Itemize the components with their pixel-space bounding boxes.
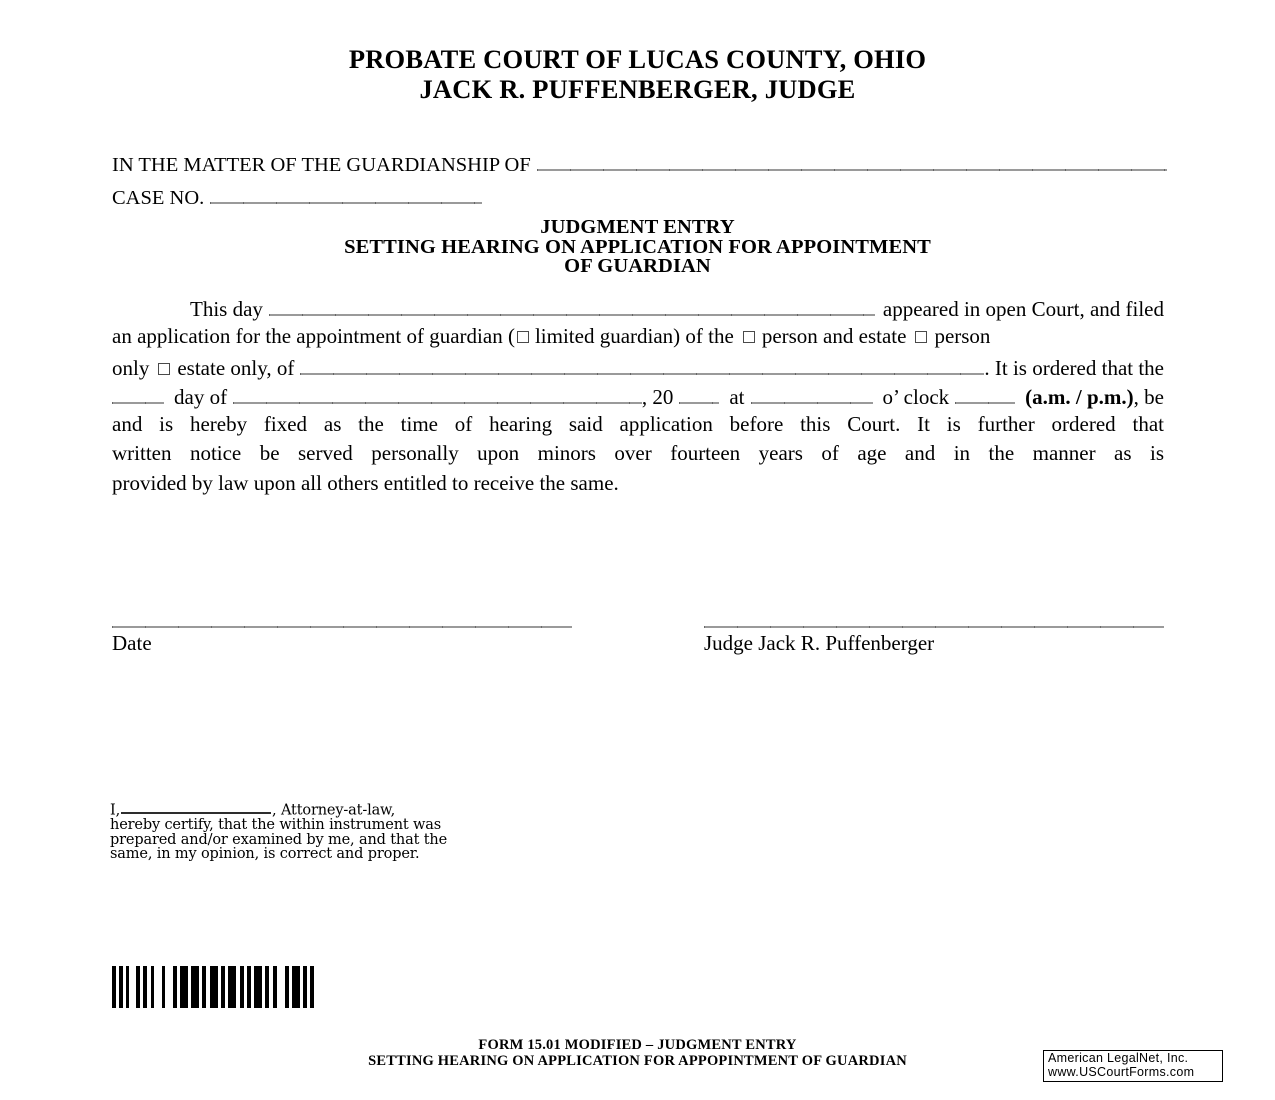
month-input[interactable] <box>233 381 642 404</box>
legalnet-company: American LegalNet, Inc. <box>1048 1051 1189 1065</box>
applicant-input[interactable] <box>269 293 875 316</box>
barcode-bar <box>180 966 188 1008</box>
order-line-6: written notice be served personally upon minors over fourteen years of age and in the manner as is <box>112 441 1164 466</box>
attorney-certification-line-3: prepared and/or examined by me, and that the <box>110 831 448 848</box>
court-header <box>0 44 1275 104</box>
order-line-5: and is hereby fixed as the time of hearing said application before this Court. It is further ordered that <box>112 412 1164 437</box>
checkbox-estate-only[interactable] <box>158 363 170 375</box>
person-text: person <box>934 324 991 349</box>
day-input[interactable] <box>112 381 164 404</box>
signature-block <box>112 612 1164 655</box>
signature-row <box>112 612 1164 655</box>
barcode-bar <box>254 966 262 1008</box>
guardianship-label: IN THE MATTER OF THE GUARDIANSHIP OF <box>112 153 531 176</box>
legalnet-url[interactable]: www.USCourtForms.com <box>1048 1064 1195 1079</box>
footer-line-1: FORM 15.01 MODIFIED – JUDGMENT ENTRY <box>478 1037 797 1053</box>
order-line-2 <box>112 322 1164 351</box>
barcode-bar <box>191 966 199 1008</box>
case-number-label: CASE NO. <box>112 187 205 209</box>
attorney-certification-line-4: same, in my opinion, is correct and proper. <box>110 846 420 863</box>
court-name: PROBATE COURT OF LUCAS COUNTY, OHIO <box>348 44 927 74</box>
checkbox-limited-guardian[interactable] <box>517 331 529 343</box>
ordered-text: . It is ordered that the <box>984 355 1164 380</box>
barcode-bar <box>154 966 162 1008</box>
barcode-bar <box>228 966 236 1008</box>
footer-line-2: SETTING HEARING ON APPLICATION FOR APPOPINTMENT OF GUARDIAN <box>368 1052 907 1069</box>
case-number-input[interactable] <box>210 182 482 205</box>
appeared-text: appeared in open Court, and filed <box>882 297 1164 321</box>
barcode-bar <box>277 966 285 1008</box>
document-title <box>0 218 1275 277</box>
order-line-4 <box>112 381 1164 410</box>
ward-name-input[interactable] <box>300 352 984 375</box>
guardianship-row <box>112 148 1167 180</box>
be-text: , be <box>1133 384 1164 409</box>
at-label: at <box>729 384 745 409</box>
case-number-row <box>112 182 1167 214</box>
checkbox-person-and-estate[interactable] <box>743 331 755 343</box>
order-paragraph <box>112 293 1164 498</box>
attorney-certification <box>110 800 630 862</box>
attorney-certification-line-2: hereby certify, that the within instrument was <box>110 816 442 833</box>
barcode-bar <box>165 966 173 1008</box>
legalnet-stamp <box>1043 1050 1223 1082</box>
application-text: an application for the appointment of guardian ( <box>112 324 515 349</box>
checkbox-person-only[interactable] <box>915 331 927 343</box>
order-line-1 <box>112 293 1164 322</box>
attorney-at-law-label: , Attorney-at-law, <box>272 802 396 819</box>
year-input[interactable] <box>679 381 719 404</box>
day-of-label: day of <box>174 384 228 409</box>
this-day-label: This day <box>190 297 263 321</box>
year-prefix: , 20 <box>641 384 674 409</box>
ampm-label: (a.m. / p.m.) <box>1025 384 1134 409</box>
caption-block <box>112 148 1167 213</box>
order-line-3 <box>112 352 1164 381</box>
document-title-line-1: JUDGMENT ENTRY <box>540 216 735 238</box>
document-title-line-2: SETTING HEARING ON APPLICATION FOR APPOINTMENT <box>344 235 931 258</box>
time-input[interactable] <box>751 381 873 404</box>
oclock-label: o’ clock <box>882 384 950 409</box>
form-barcode <box>112 966 314 1008</box>
judge-signature-label: Judge Jack R. Puffenberger <box>704 631 935 655</box>
barcode-bar <box>292 966 300 1008</box>
judge-signature-input[interactable] <box>704 612 1164 628</box>
date-signature-input[interactable] <box>112 612 572 628</box>
attorney-certification-line-1 <box>110 800 630 818</box>
attorney-i-label: I, <box>110 802 121 819</box>
judge-signature-column <box>704 612 1164 655</box>
limited-guardian-text: limited guardian) of the <box>534 324 734 349</box>
barcode-bar <box>210 966 218 1008</box>
ampm-input[interactable] <box>955 381 1015 404</box>
person-and-estate-text: person and estate <box>761 324 907 349</box>
document-title-line-3: OF GUARDIAN <box>564 255 711 277</box>
order-line-7: provided by law upon all others entitled to receive the same. <box>112 470 619 495</box>
barcode-bar <box>129 966 136 1008</box>
judge-name: JACK R. PUFFENBERGER, JUDGE <box>419 74 856 104</box>
attorney-name-input[interactable] <box>121 800 271 814</box>
date-signature-label: Date <box>112 631 152 655</box>
estate-only-text: estate only, of <box>177 355 295 380</box>
barcode-bar <box>310 966 314 1008</box>
date-signature-column <box>112 612 572 655</box>
only-text: only <box>112 355 150 380</box>
guardianship-input[interactable] <box>537 148 1167 171</box>
